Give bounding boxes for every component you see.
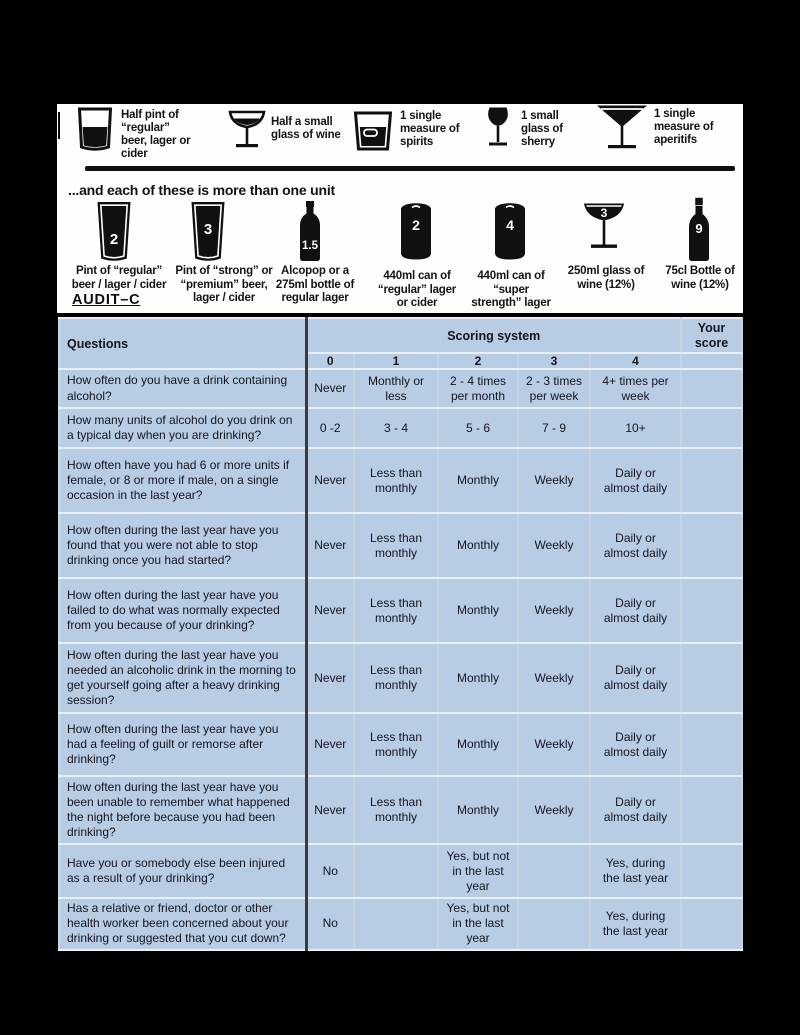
unit-item-label: 440ml can of “regular” lager or cider	[377, 270, 457, 309]
score-value-header: 2	[438, 353, 518, 369]
table-row	[59, 408, 742, 448]
your-score-cell[interactable]	[681, 643, 742, 713]
option-cell: Yes, during the last year	[590, 898, 681, 950]
option-cell: Less than monthly	[354, 578, 438, 643]
score-value-header: 0	[306, 353, 354, 369]
audit-questionnaire-table	[58, 317, 743, 951]
your-score-cell[interactable]	[681, 448, 742, 513]
option-cell: Weekly	[518, 448, 590, 513]
option-cell: Never	[306, 369, 354, 408]
option-cell: Never	[306, 448, 354, 513]
option-cell: 0 -2	[306, 408, 354, 448]
scan-edge-mark	[58, 112, 60, 139]
unit-item-label: Alcopop or a 275ml bottle of regular lager	[275, 265, 355, 304]
option-cell: No	[306, 844, 354, 898]
unit-item-label: 1 single measure of spirits	[400, 110, 460, 148]
option-cell: Daily or almost daily	[590, 448, 681, 513]
option-cell: Weekly	[518, 713, 590, 776]
section-divider-line	[85, 166, 735, 171]
option-cell: Monthly	[438, 643, 518, 713]
lager-can-icon	[493, 202, 527, 262]
score-header-spacer	[681, 353, 742, 369]
option-cell: Less than monthly	[354, 713, 438, 776]
option-cell: Monthly	[438, 578, 518, 643]
table-row	[59, 643, 742, 713]
wine-glass-half-icon	[227, 110, 267, 152]
your-score-cell[interactable]	[681, 408, 742, 448]
option-cell: Less than monthly	[354, 643, 438, 713]
option-cell: Less than monthly	[354, 513, 438, 578]
unit-item-label: Pint of “regular” beer / lager / cider	[71, 265, 167, 291]
option-cell: Daily or almost daily	[590, 513, 681, 578]
option-cell: Weekly	[518, 513, 590, 578]
units-chart-panel	[57, 104, 743, 313]
option-cell: Never	[306, 776, 354, 844]
unit-count: 4	[506, 217, 514, 233]
question-text: How often during the last year have you needed an alcoholic drink in the morning to get yourself going after a heavy drinking session?	[59, 643, 306, 713]
alcopop-bottle-icon	[297, 200, 323, 263]
form-title: AUDIT–C	[72, 292, 141, 308]
your-score-cell[interactable]	[681, 713, 742, 776]
unit-count: 1.5	[302, 240, 318, 252]
option-cell: Monthly	[438, 713, 518, 776]
unit-count: 3	[600, 206, 608, 220]
unit-count: 2	[109, 231, 119, 248]
question-text: How often have you had 6 or more units if female, or 8 or more if male, on a single occasion in the last year?	[59, 448, 306, 513]
option-cell: Less than monthly	[354, 776, 438, 844]
scoring-system-header: Scoring system	[306, 318, 681, 353]
option-cell: 7 - 9	[518, 408, 590, 448]
question-text: How many units of alcohol do you drink on a typical day when you are drinking?	[59, 408, 306, 448]
option-cell: Weekly	[518, 776, 590, 844]
option-cell: Never	[306, 513, 354, 578]
option-cell: Monthly or less	[354, 369, 438, 408]
pint-glass-icon	[189, 201, 227, 263]
unit-count: 2	[412, 217, 420, 233]
wine-bottle-icon	[686, 196, 712, 262]
option-cell: Less than monthly	[354, 448, 438, 513]
unit-item-label: 1 single measure of aperitifs	[654, 108, 714, 146]
your-score-header: Your score	[681, 318, 742, 353]
option-cell: 2 - 3 times per week	[518, 369, 590, 408]
unit-count: 9	[695, 221, 703, 236]
option-cell: Weekly	[518, 643, 590, 713]
unit-item-label: Pint of “strong” or “premium” beer, lager / cider	[175, 265, 273, 304]
more-than-one-unit-heading: ...and each of these is more than one unit	[68, 182, 335, 198]
your-score-cell[interactable]	[681, 369, 742, 408]
table-row	[59, 898, 742, 950]
option-cell: Yes, but not in the last year	[438, 844, 518, 898]
option-cell: Daily or almost daily	[590, 578, 681, 643]
pint-glass-icon	[95, 201, 133, 263]
question-text: How often do you have a drink containing alcohol?	[59, 369, 306, 408]
your-score-cell[interactable]	[681, 513, 742, 578]
unit-item-label: Half a small glass of wine	[271, 116, 341, 141]
table-row	[59, 448, 742, 513]
martini-glass-icon	[595, 104, 649, 152]
table-row	[59, 844, 742, 898]
option-cell: Monthly	[438, 513, 518, 578]
table-row	[59, 513, 742, 578]
half-pint-glass-icon	[75, 107, 115, 152]
question-text: How often during the last year have you found that you were not able to stop drinking once you had started?	[59, 513, 306, 578]
spirit-measure-tumbler-icon	[352, 111, 394, 151]
question-text: How often during the last year have you been unable to remember what happened the night before because you had been drinking?	[59, 776, 306, 844]
unit-item-label: 440ml can of “super strength” lager	[471, 270, 551, 309]
option-cell: Daily or almost daily	[590, 713, 681, 776]
option-cell	[354, 898, 438, 950]
your-score-cell[interactable]	[681, 898, 742, 950]
option-cell: 5 - 6	[438, 408, 518, 448]
table-row	[59, 369, 742, 408]
unit-item-label: 250ml glass of wine (12%)	[567, 265, 645, 291]
option-cell: Yes, during the last year	[590, 844, 681, 898]
option-cell	[518, 898, 590, 950]
question-text: Have you or somebody else been injured as a result of your drinking?	[59, 844, 306, 898]
option-cell: No	[306, 898, 354, 950]
question-text: How often during the last year have you failed to do what was normally expected from you because of your drinking?	[59, 578, 306, 643]
unit-count: 3	[203, 221, 213, 238]
option-cell: 2 - 4 times per month	[438, 369, 518, 408]
option-cell: Daily or almost daily	[590, 643, 681, 713]
table-row	[59, 776, 742, 844]
unit-item-label: Half pint of “regular” beer, lager or cider	[121, 109, 191, 160]
option-cell	[518, 844, 590, 898]
questions-header: Questions	[59, 318, 306, 369]
your-score-cell[interactable]	[681, 844, 742, 898]
score-value-header: 4	[590, 353, 681, 369]
table-row	[59, 713, 742, 776]
sherry-glass-icon	[483, 106, 513, 150]
option-cell: 3 - 4	[354, 408, 438, 448]
option-cell: Monthly	[438, 776, 518, 844]
option-cell: Never	[306, 578, 354, 643]
score-value-header: 3	[518, 353, 590, 369]
option-cell: Daily or almost daily	[590, 776, 681, 844]
wine-glass-filled-icon	[582, 202, 626, 256]
option-cell: Yes, but not in the last year	[438, 898, 518, 950]
option-cell: 4+ times per week	[590, 369, 681, 408]
question-text: Has a relative or friend, doctor or other health worker been concerned about your drinking or suggested that you cut down?	[59, 898, 306, 950]
lager-can-icon	[399, 202, 433, 262]
unit-item-label: 1 small glass of sherry	[521, 110, 563, 148]
option-cell: Weekly	[518, 578, 590, 643]
your-score-cell[interactable]	[681, 776, 742, 844]
table-row	[59, 578, 742, 643]
option-cell: 10+	[590, 408, 681, 448]
option-cell: Never	[306, 643, 354, 713]
unit-item-label: 75cl Bottle of wine (12%)	[665, 265, 735, 291]
your-score-cell[interactable]	[681, 578, 742, 643]
option-cell	[354, 844, 438, 898]
question-text: How often during the last year have you had a feeling of guilt or remorse after drinking?	[59, 713, 306, 776]
score-value-header: 1	[354, 353, 438, 369]
option-cell: Never	[306, 713, 354, 776]
option-cell: Monthly	[438, 448, 518, 513]
